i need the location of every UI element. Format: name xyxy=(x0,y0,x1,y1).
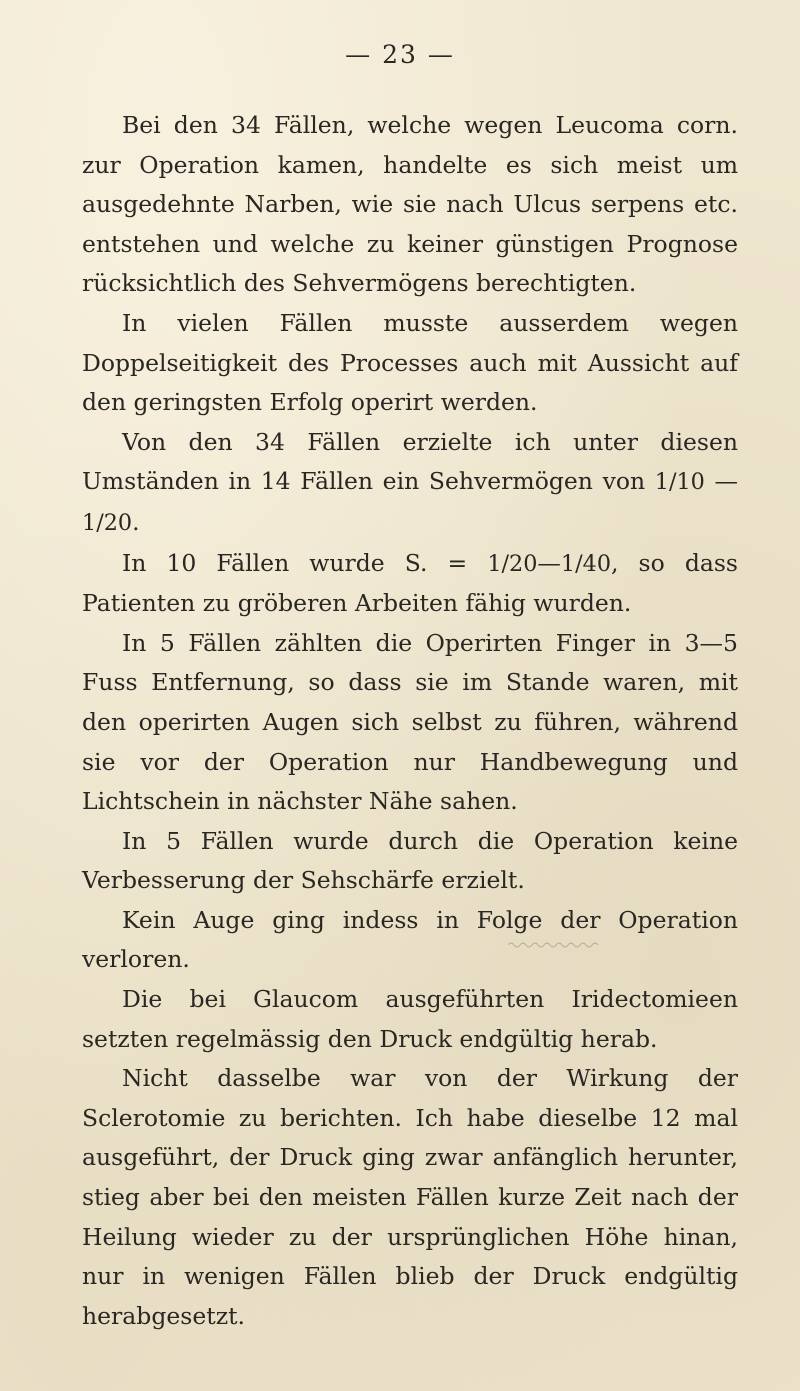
paragraph-9: Nicht dasselbe war von der Wirkung der Sclerotomie zu berichten. Ich habe dieselbe 12 mal ausgeführt, der Druck ging zwar anfänglich herunter, stieg aber bei den meisten Fällen kurze Zeit nach der Heilung wieder zu der ursprünglichen Höhe hinan, nur in wenigen Fällen blieb der Druck endgültig herabgesetzt. xyxy=(82,1064,738,1330)
paragraph-8: Die bei Glaucom ausgeführten Iridectomieen setzten regelmässig den Druck endgültig herab. xyxy=(82,985,738,1053)
paragraph-1: Bei den 34 Fällen, welche wegen Leucoma corn. zur Operation kamen, handelte es sich meist um ausgedehnte Narben, wie sie nach Ulcus serpens etc. entstehen und welche zu keiner günstigen Prognose rücksichtlich des Sehvermögens berechtigten. xyxy=(82,111,738,298)
fraction-one-twentieth: 1/20 xyxy=(82,509,133,536)
paragraph-2: In vielen Fällen musste ausserdem wegen Doppelseitigkeit des Processes auch mit Aussicht auf den geringsten Erfolg operirt werden. xyxy=(82,308,738,417)
body-text xyxy=(82,106,738,1336)
paragraph-3 xyxy=(82,423,738,544)
fraction-separator: — xyxy=(704,467,738,496)
paragraph-4-text: In 10 Fällen wurde S. = xyxy=(122,548,488,577)
decorative-squiggle xyxy=(508,940,603,950)
fraction-one-fortieth: 1/40 xyxy=(560,550,612,577)
paragraph-6: In 5 Fällen wurde durch die Operation keine Verbesserung der Sehschärfe erzielt. xyxy=(82,826,738,895)
fraction-separator: — xyxy=(537,548,561,577)
paragraph-7: Kein Auge ging indess in Folge der Operation verloren. xyxy=(82,905,738,974)
fraction-one-tenth: 1/10 xyxy=(654,469,705,496)
paragraph-5: In 5 Fällen zählten die Operirten Finger in 3—5 Fuss Entfernung, so dass sie im Stande waren, mit den operirten Augen sich selbst zu führen, während sie vor der Operation nur Handbewegung und Lichtschein in nächster Nähe sahen. xyxy=(82,628,738,816)
paragraph-4-end: , so dass Patienten zu gröberen Arbeiten fähig wurden. xyxy=(82,548,738,618)
paragraph-4 xyxy=(82,544,738,624)
fraction-one-twentieth: 1/20 xyxy=(487,550,538,577)
page-number: — 23 — xyxy=(345,40,455,69)
paragraph-3-end: . xyxy=(132,507,140,536)
paragraph-3-text: Von den 34 Fällen erzielte ich unter diesen Umständen in 14 Fällen ein Sehvermögen von xyxy=(82,427,738,496)
